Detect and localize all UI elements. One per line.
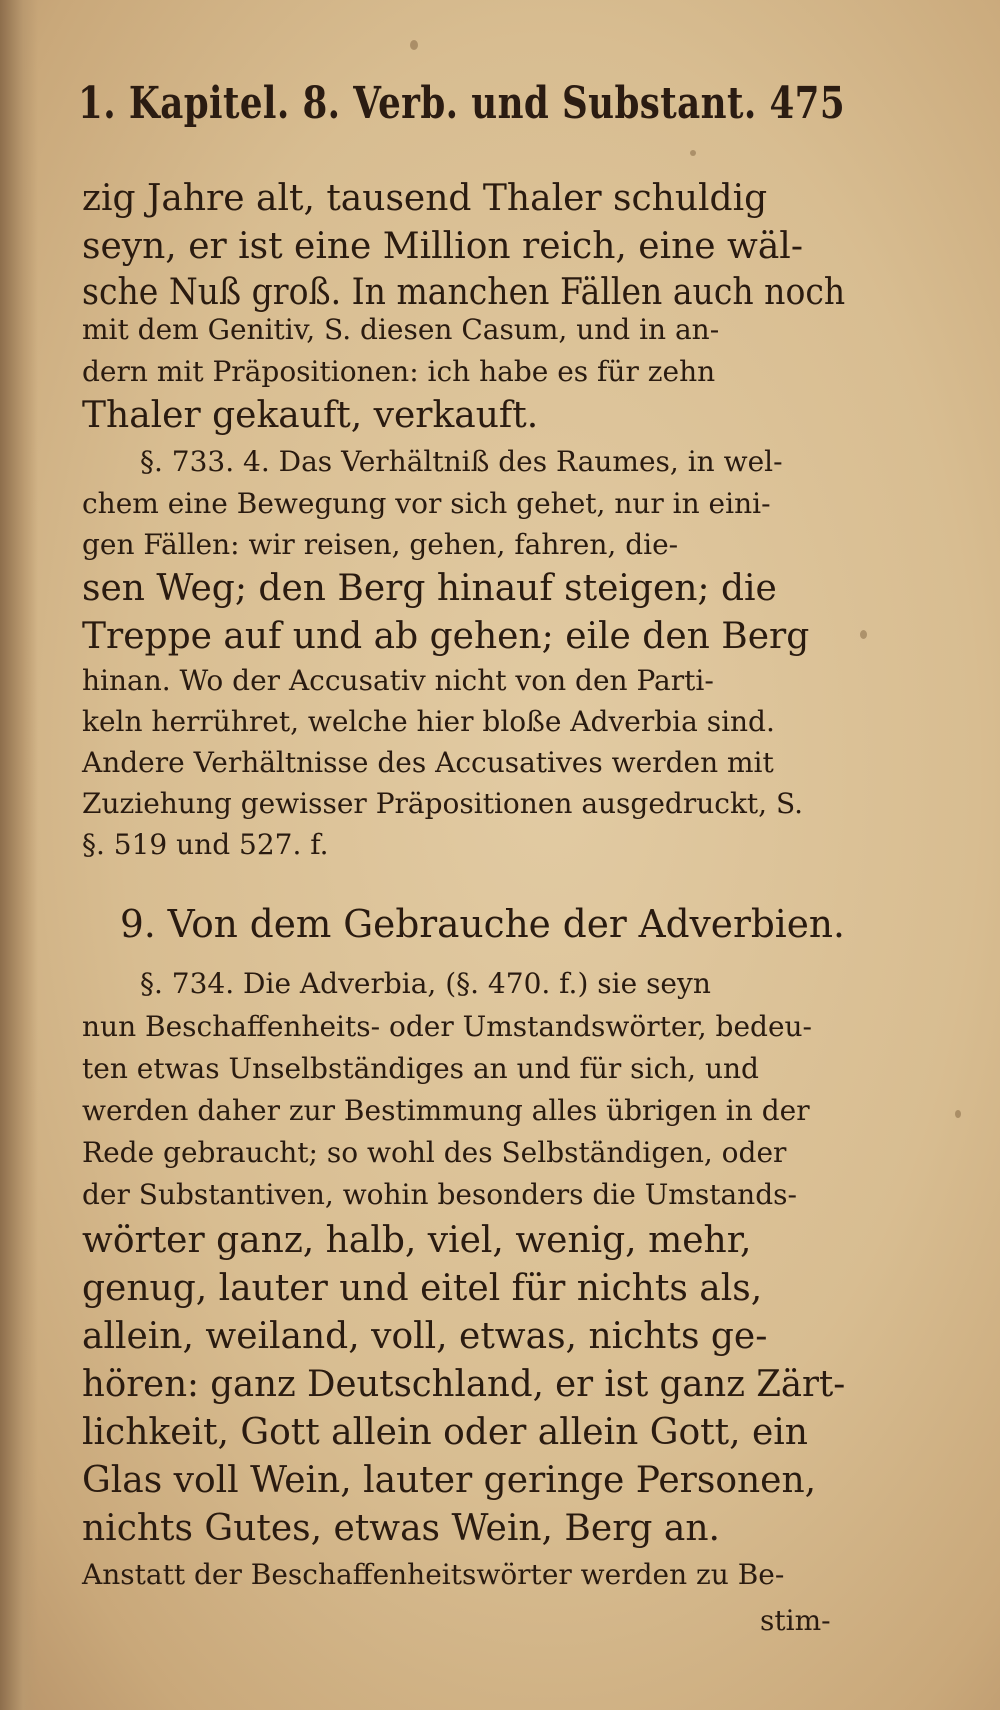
text-line: seyn, er ist eine Million reich, eine wäl- bbox=[82, 226, 803, 267]
text-line: ten etwas Unselbständiges an und für sich, und bbox=[82, 1052, 759, 1085]
text-line: nichts Gutes, etwas Wein, Berg an. bbox=[82, 1508, 720, 1549]
text-line: allein, weiland, voll, etwas, nichts ge- bbox=[82, 1316, 768, 1357]
foxing-spot bbox=[410, 40, 418, 50]
text-line: hören: ganz Deutschland, er ist ganz Zärt- bbox=[82, 1364, 846, 1405]
running-header: 1. Kapitel. 8. Verb. und Substant. 475 bbox=[78, 78, 846, 129]
text-line: Anstatt der Beschaffenheitswörter werden zu Be- bbox=[82, 1558, 785, 1591]
text-line: §. 733. 4. Das Verhältniß des Raumes, in wel- bbox=[140, 445, 783, 478]
text-line: keln herrühret, welche hier bloße Adverbia sind. bbox=[82, 705, 775, 738]
text-line: der Substantiven, wohin besonders die Umstands- bbox=[82, 1178, 797, 1211]
text-line: sen Weg; den Berg hinauf steigen; die bbox=[82, 568, 777, 609]
text-line: Thaler gekauft, verkauft. bbox=[82, 395, 539, 436]
text-line: Zuziehung gewisser Präpositionen ausgedruckt, S. bbox=[82, 787, 804, 820]
foxing-spot bbox=[860, 630, 867, 639]
text-line: nun Beschaffenheits- oder Umstandswörter, bedeu- bbox=[82, 1010, 813, 1043]
text-line: wörter ganz, halb, viel, wenig, mehr, bbox=[82, 1220, 752, 1261]
text-line: Andere Verhältnisse des Accusatives werden mit bbox=[82, 746, 774, 779]
text-line: dern mit Präpositionen: ich habe es für zehn bbox=[82, 355, 716, 388]
foxing-spot bbox=[690, 150, 696, 156]
text-line: Glas voll Wein, lauter geringe Personen, bbox=[82, 1460, 817, 1501]
text-line: genug, lauter und eitel für nichts als, bbox=[82, 1268, 763, 1309]
text-line: gen Fällen: wir reisen, gehen, fahren, die- bbox=[82, 528, 679, 561]
page-gutter bbox=[0, 0, 38, 1710]
text-line: Treppe auf und ab gehen; eile den Berg bbox=[82, 616, 810, 657]
text-line: lichkeit, Gott allein oder allein Gott, ein bbox=[82, 1412, 808, 1453]
text-line: werden daher zur Bestimmung alles übrigen in der bbox=[82, 1094, 810, 1127]
text-line: mit dem Genitiv, S. diesen Casum, und in an- bbox=[82, 313, 720, 346]
text-line: §. 734. Die Adverbia, (§. 470. f.) sie seyn bbox=[140, 967, 711, 1000]
text-line: sche Nuß groß. In manchen Fällen auch noch bbox=[82, 272, 846, 313]
text-line: zig Jahre alt, tausend Thaler schuldig bbox=[82, 178, 768, 219]
section-heading: 9. Von dem Gebrauche der Adverbien. bbox=[120, 902, 845, 946]
catchword: stim- bbox=[760, 1604, 831, 1637]
foxing-spot bbox=[955, 1110, 961, 1118]
text-line: §. 519 und 527. f. bbox=[82, 828, 329, 861]
text-line: chem eine Bewegung vor sich gehet, nur in eini- bbox=[82, 487, 771, 520]
text-line: hinan. Wo der Accusativ nicht von den Parti- bbox=[82, 664, 714, 697]
text-line: Rede gebraucht; so wohl des Selbständigen, oder bbox=[82, 1136, 787, 1169]
